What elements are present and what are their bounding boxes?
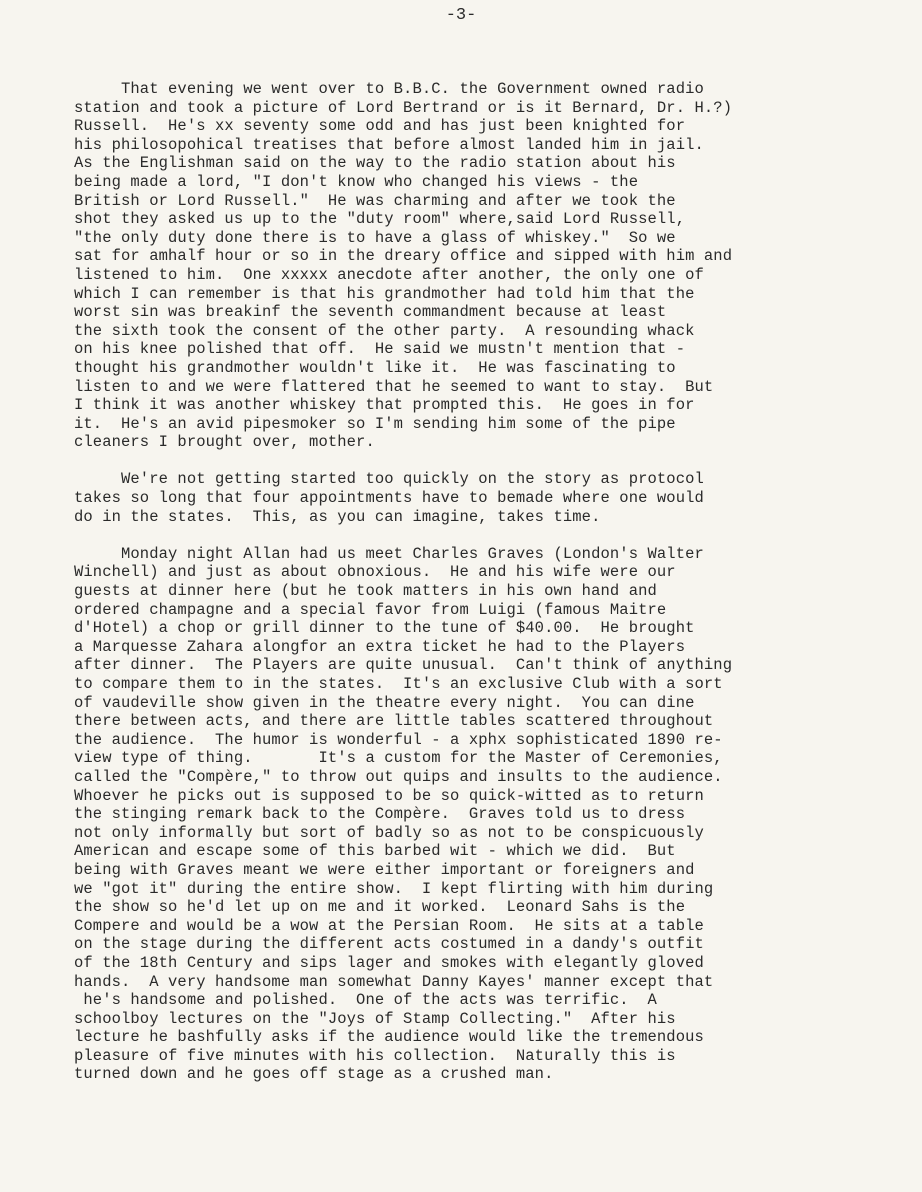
text-line: the show so he'd let up on me and it worked. Leonard Sahs is the [74, 898, 686, 917]
text-line: hands. A very handsome man somewhat Danny Kayes' manner except that [74, 972, 714, 991]
text-line: listen to and we were flattered that he seemed to want to stay. But [74, 377, 714, 396]
text-line: "the only duty done there is to have a glass of whiskey." So we [74, 228, 676, 247]
text-line: schoolboy lectures on the "Joys of Stamp Collecting." After his [74, 1009, 676, 1028]
paragraph-charles-graves [74, 545, 854, 1084]
text-line: listened to him. One xxxxx anecdote after another, the only one of [74, 265, 704, 284]
text-line: to compare them to in the states. It's an exclusive Club with a sort [74, 675, 723, 693]
text-line: I think it was another whiskey that prompted this. He goes in for [74, 396, 695, 415]
text-line: the stinging remark back to the Compère. Graves told us to dress [74, 805, 686, 824]
text-line: of vaudeville show given in the theatre every night. You can dine [74, 693, 695, 712]
text-line: the sixth took the consent of the other party. A resounding whack [74, 321, 695, 340]
text-line: thought his grandmother wouldn't like it. He was fascinating to [74, 358, 676, 377]
text-line: being with Graves meant we were either important or foreigners and [74, 860, 695, 879]
text-line: shot they asked us up to the "duty room" where,said Lord Russell, [74, 210, 686, 229]
text-line: on the stage during the different acts costumed in a dandy's outfit [74, 935, 704, 954]
page-number: -3- [445, 6, 477, 25]
text-line: view type of thing. It's a custom for the Master of Ceremonies, [74, 749, 723, 768]
text-line: That evening we went over to B.B.C. the Government owned radio [74, 80, 704, 98]
text-line: ordered champagne and a special favor from Luigi (famous Maitre [74, 600, 667, 619]
text-line: American and escape some of this barbed wit - which we did. But [74, 842, 676, 861]
text-line: turned down and he goes off stage as a crushed man. [74, 1065, 554, 1084]
text-line: station and took a picture of Lord Bertrand or is it Bernard, Dr. H.?) [74, 98, 733, 117]
letter-body [74, 80, 854, 1084]
text-line: after dinner. The Players are quite unusual. Can't think of anything [74, 656, 733, 675]
text-line: sat for amhalf hour or so in the dreary office and sipped with him and [74, 247, 733, 266]
text-line: Russell. He's xx seventy some odd and has just been knighted for [74, 117, 686, 136]
text-line: guests at dinner here (but he took matters in his own hand and [74, 582, 657, 601]
paragraph-gap [74, 452, 854, 471]
text-line: We're not getting started too quickly on the story as protocol [74, 470, 704, 489]
text-line: Whoever he picks out is supposed to be so quick-witted as to return [74, 786, 704, 805]
text-line: on his knee polished that off. He said we mustn't mention that - [74, 340, 686, 359]
text-line: British or Lord Russell." He was charming and after we took the [74, 191, 676, 210]
text-line: Monday night Allan had us meet Charles Graves (London's Walter [74, 544, 704, 563]
text-line: there between acts, and there are little tables scattered throughout [74, 712, 714, 731]
text-line: do in the states. This, as you can imagine, takes time. [74, 507, 601, 526]
text-line: d'Hotel) a chop or grill dinner to the tune of $40.00. He brought [74, 619, 695, 638]
text-line: a Marquesse Zahara alongfor an extra ticket he had to the Players [74, 637, 686, 656]
text-line: he's handsome and polished. One of the acts was terrific. A [74, 991, 657, 1010]
text-line: takes so long that four appointments have to bemade where one would [74, 489, 704, 508]
paragraph-protocol [74, 470, 854, 526]
text-line: worst sin was breakinf the seventh commandment because at least [74, 303, 667, 322]
paragraph-bbc-russell [74, 80, 854, 452]
text-line: his philosopohical treatises that before almost landed him in jail. [74, 135, 704, 154]
text-line: called the "Compère," to throw out quips and insults to the audience. [74, 767, 723, 786]
text-line: it. He's an avid pipesmoker so I'm sending him some of the pipe [74, 414, 676, 433]
text-line: As the Englishman said on the way to the radio station about his [74, 154, 676, 173]
text-line: Compere and would be a wow at the Persian Room. He sits at a table [74, 916, 704, 935]
text-line: lecture he bashfully asks if the audience would like the tremendous [74, 1028, 704, 1047]
text-line: not only informally but sort of badly so as not to be conspicuously [74, 823, 704, 842]
text-line: cleaners I brought over, mother. [74, 433, 375, 452]
text-line: we "got it" during the entire show. I kept flirting with him during [74, 879, 714, 898]
paragraph-gap [74, 526, 854, 545]
text-line: Winchell) and just as about obnoxious. He and his wife were our [74, 563, 676, 582]
text-line: which I can remember is that his grandmother had told him that the [74, 284, 695, 303]
text-line: pleasure of five minutes with his collection. Naturally this is [74, 1046, 676, 1065]
text-line: of the 18th Century and sips lager and smokes with elegantly gloved [74, 953, 704, 972]
text-line: being made a lord, "I don't know who changed his views - the [74, 172, 639, 191]
text-line: the audience. The humor is wonderful - a xphx sophisticated 1890 re- [74, 730, 723, 749]
